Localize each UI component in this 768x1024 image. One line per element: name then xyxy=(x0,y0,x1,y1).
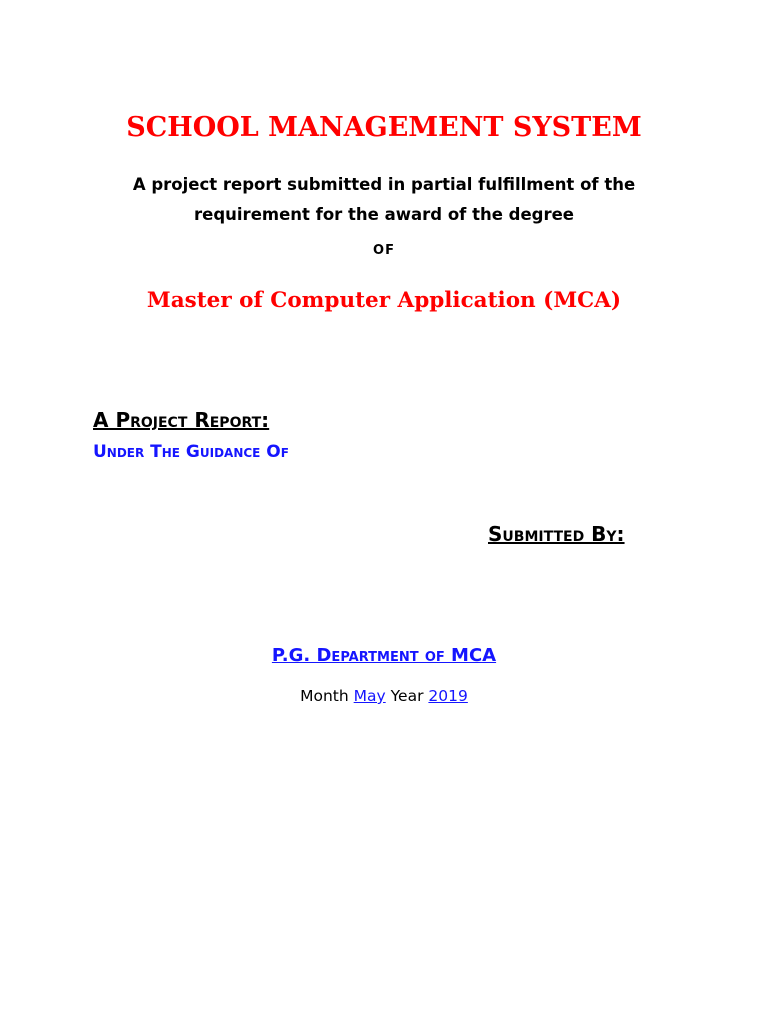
submitted-by-heading: Submitted By: xyxy=(488,522,625,546)
document-title: SCHOOL MANAGEMENT SYSTEM xyxy=(126,112,642,143)
month-value: May xyxy=(353,687,386,705)
submission-date xyxy=(0,687,768,705)
year-label: Year xyxy=(390,687,424,705)
project-report-heading: A Project Report: xyxy=(93,408,270,432)
year-value: 2019 xyxy=(428,687,468,705)
degree-name: Master of Computer Application (MCA) xyxy=(146,288,622,313)
month-label: Month xyxy=(300,687,349,705)
subtitle-line-2: requirement for the award of the degree xyxy=(194,205,574,224)
of-label: OF xyxy=(373,243,395,258)
department-name: P.G. Department of MCA xyxy=(271,645,497,666)
subtitle-line-1: A project report submitted in partial fulfillment of the xyxy=(132,175,636,194)
guidance-label: Under The Guidance Of xyxy=(93,442,289,462)
